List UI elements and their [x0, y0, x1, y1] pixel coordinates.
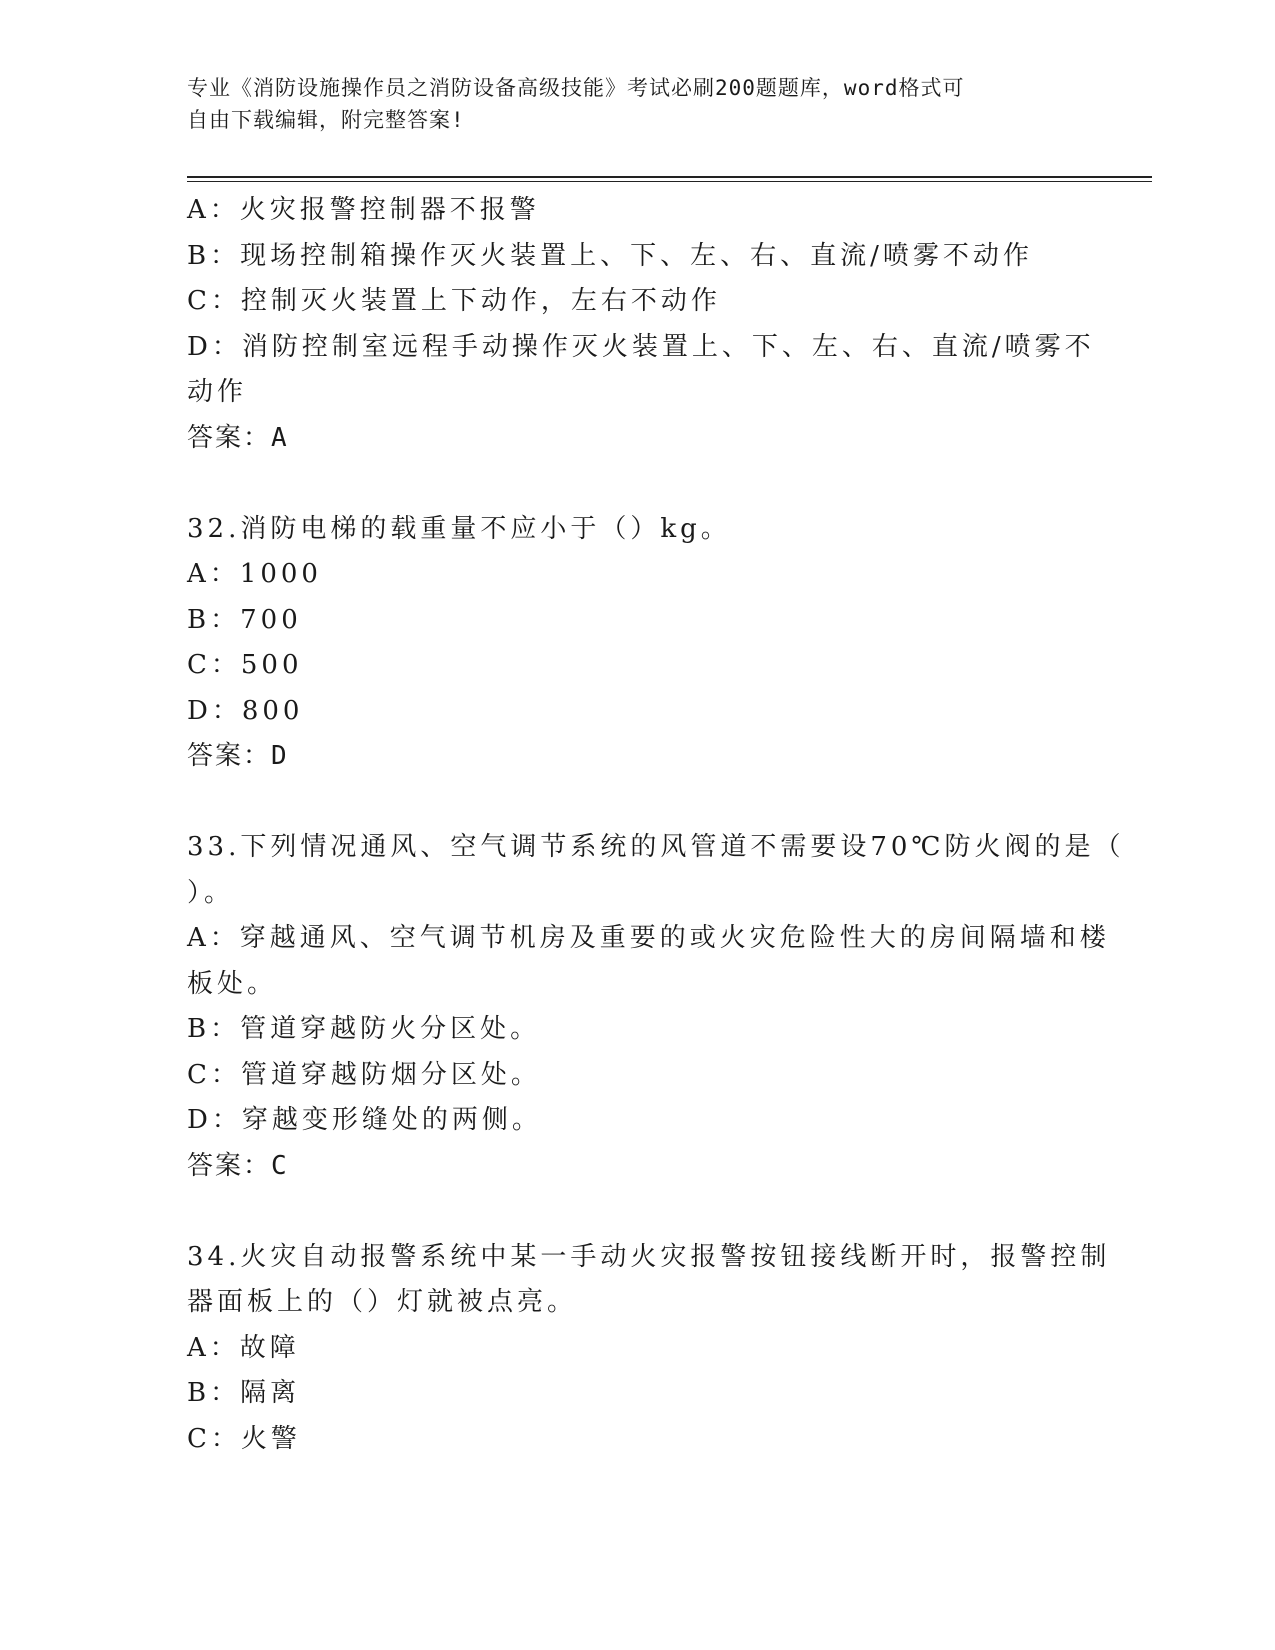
option-c: C：500 [187, 650, 303, 680]
header-line-2: 自由下载编辑，附完整答案! [187, 108, 465, 132]
question-33 [187, 825, 1125, 1189]
option-d: D：穿越变形缝处的两侧。 [187, 1105, 542, 1135]
answer: 答案：D [187, 741, 289, 771]
option-b: B：现场控制箱操作灭火装置上、下、左、右、直流/喷雾不动作 [187, 240, 1033, 271]
option-c: C：控制灭火装置上下动作，左右不动作 [187, 286, 721, 316]
question-stem: 32.消防电梯的载重量不应小于（）kg。 [187, 513, 731, 544]
question-31 [187, 188, 1095, 461]
option-a-continued: 板处。 [187, 968, 278, 999]
answer: 答案：A [187, 422, 289, 453]
option-a: A：故障 [187, 1332, 300, 1363]
option-b: B：隔离 [187, 1378, 301, 1408]
question-32 [187, 507, 1087, 780]
answer: 答案：C [187, 1150, 289, 1181]
question-stem-continued: 器面板上的（）灯就被点亮。 [187, 1287, 578, 1317]
document-header [187, 72, 1087, 136]
header-divider-thick [187, 176, 1152, 178]
question-stem-continued: ）。 [187, 877, 235, 908]
option-b: B：700 [187, 604, 302, 635]
question-stem: 34.火灾自动报警系统中某一手动火灾报警按钮接线断开时，报警控制 [187, 1241, 1111, 1272]
header-divider-thin [187, 181, 1152, 182]
option-c: C：火警 [187, 1423, 301, 1454]
option-a: A：火灾报警控制器不报警 [187, 195, 540, 225]
option-d: D：800 [187, 695, 304, 726]
option-a: A：穿越通风、空气调节机房及重要的或火灾危险性大的房间隔墙和楼 [187, 923, 1110, 953]
question-content [187, 188, 1125, 1462]
option-d-continued: 动作 [187, 377, 248, 407]
option-c: C：管道穿越防烟分区处。 [187, 1059, 541, 1090]
header-line-1: 专业《消防设施操作员之消防设备高级技能》考试必刷200题题库，word格式可 [187, 76, 965, 100]
option-a: A：1000 [187, 559, 322, 589]
question-stem: 33.下列情况通风、空气调节系统的风管道不需要设70℃防火阀的是（ [187, 832, 1125, 862]
option-d: D：消防控制室远程手动操作灭火装置上、下、左、右、直流/喷雾不 [187, 331, 1095, 362]
option-b: B：管道穿越防火分区处。 [187, 1014, 541, 1044]
question-34 [187, 1235, 1111, 1463]
